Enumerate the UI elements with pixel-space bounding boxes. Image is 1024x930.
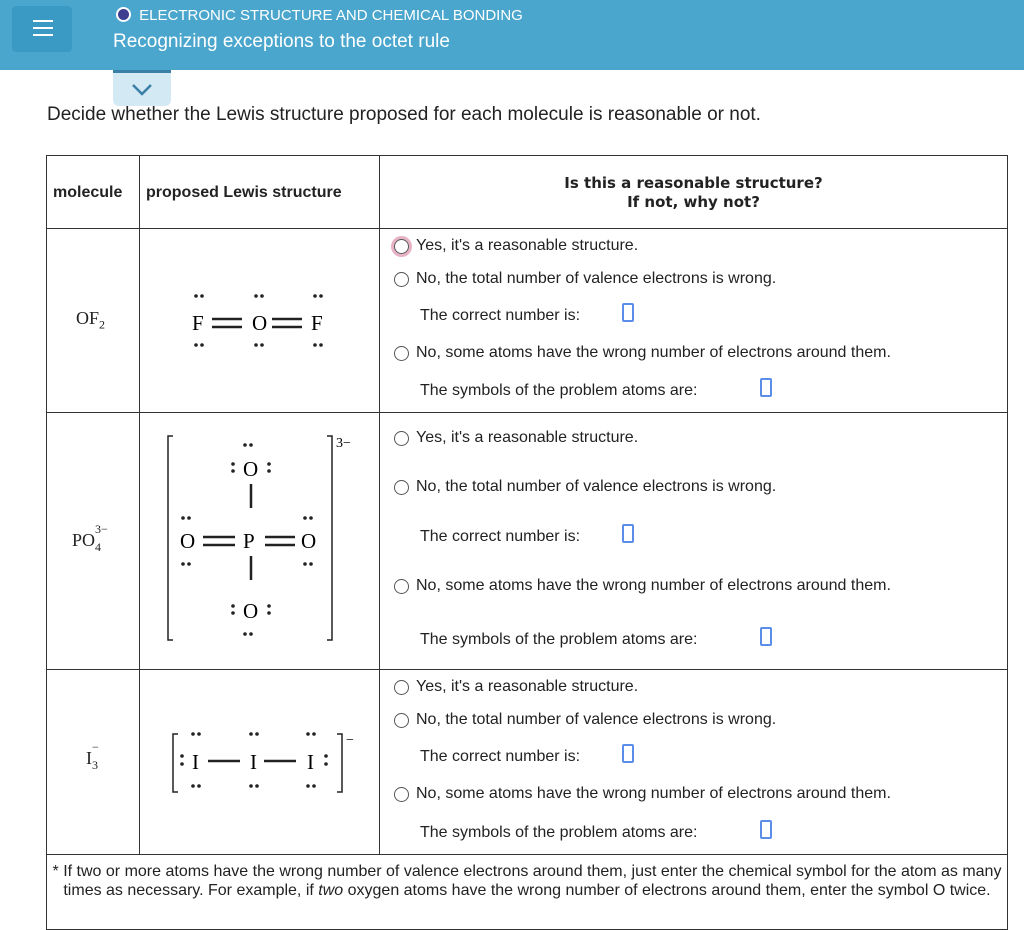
instruction-text: Decide whether the Lewis structure proposed for each molecule is reasonable or not.	[47, 104, 761, 125]
molecule-i3: I − 3	[86, 740, 99, 772]
option-wrong-total-row1[interactable]: No, the total number of valence electrons is wrong.	[394, 270, 776, 288]
page-title: Recognizing exceptions to the octet rule	[113, 31, 450, 52]
atom-label: O	[180, 529, 196, 553]
charge-label: −	[346, 733, 354, 748]
atom-label: P	[243, 529, 255, 553]
progress-dot-icon	[116, 7, 131, 22]
radio-button[interactable]	[394, 239, 409, 254]
correct-number-label: The correct number is:	[420, 528, 581, 545]
lewis-structure-po4	[165, 428, 365, 658]
option-wrong-atoms-row3[interactable]: No, some atoms have the wrong number of electrons around them.	[394, 785, 891, 803]
atom-label: I	[192, 750, 199, 774]
problem-symbols-label: The symbols of the problem atoms are:	[420, 631, 698, 648]
problem-symbols-input-row1[interactable]	[760, 378, 772, 397]
topic-title: ELECTRONIC STRUCTURE AND CHEMICAL BONDING	[116, 7, 523, 24]
atom-label: O	[243, 457, 259, 481]
radio-button[interactable]	[394, 713, 409, 728]
charge-label: 3−	[336, 436, 351, 451]
header-question: Is this a reasonable structure? If not, why not?	[564, 174, 823, 211]
correct-number-input-row3[interactable]	[622, 744, 634, 763]
molecule-of2: $OF_2$	[76, 308, 106, 332]
lewis-structure-i3	[160, 722, 360, 798]
atom-label: O	[301, 529, 317, 553]
radio-button[interactable]	[394, 431, 409, 446]
radio-button[interactable]	[394, 346, 409, 361]
radio-button[interactable]	[394, 272, 409, 287]
option-wrong-atoms-row1[interactable]: No, some atoms have the wrong number of electrons around them.	[394, 344, 891, 362]
option-wrong-total-row2[interactable]: No, the total number of valence electrons is wrong.	[394, 478, 776, 496]
problem-symbols-label: The symbols of the problem atoms are:	[420, 824, 698, 841]
option-yes-row3[interactable]: Yes, it's a reasonable structure.	[394, 678, 638, 696]
menu-icon	[33, 20, 53, 22]
footnote: * If two or more atoms have the wrong number of valence electrons around them, just enter the chemical symbol for the atom as many times as necessary. For example, if two oxygen atoms have the wrong number of electrons around them, enter the symbol O twice.	[52, 863, 1002, 899]
lewis-structure-of2	[180, 285, 340, 355]
correct-number-label: The correct number is:	[420, 748, 581, 765]
radio-button[interactable]	[394, 787, 409, 802]
option-yes-row2[interactable]: Yes, it's a reasonable structure.	[394, 429, 638, 447]
top-bar	[0, 0, 1024, 70]
problem-symbols-input-row3[interactable]	[760, 820, 772, 839]
radio-button[interactable]	[394, 579, 409, 594]
problem-symbols-label: The symbols of the problem atoms are:	[420, 382, 698, 399]
atom-label: I	[250, 750, 257, 774]
atom-label: O	[252, 311, 268, 335]
problem-symbols-input-row2[interactable]	[760, 627, 772, 646]
radio-button[interactable]	[394, 680, 409, 695]
correct-number-input-row2[interactable]	[622, 524, 634, 543]
chevron-down-icon	[113, 73, 171, 106]
atom-label: O	[243, 599, 259, 623]
atom-label: I	[307, 750, 314, 774]
header-structure: proposed Lewis structure	[146, 184, 342, 201]
atom-label: F	[311, 311, 323, 335]
menu-button[interactable]	[12, 6, 72, 52]
option-wrong-atoms-row2[interactable]: No, some atoms have the wrong number of electrons around them.	[394, 577, 891, 595]
atom-label: F	[192, 311, 204, 335]
correct-number-label: The correct number is:	[420, 307, 581, 324]
molecule-po4: PO 3− 4	[72, 522, 108, 554]
correct-number-input-row1[interactable]	[622, 303, 634, 322]
radio-button[interactable]	[394, 480, 409, 495]
expand-button[interactable]	[113, 70, 171, 106]
option-yes-row1[interactable]: Yes, it's a reasonable structure.	[394, 237, 638, 255]
option-wrong-total-row3[interactable]: No, the total number of valence electrons is wrong.	[394, 711, 776, 729]
header-molecule: molecule	[53, 184, 123, 201]
